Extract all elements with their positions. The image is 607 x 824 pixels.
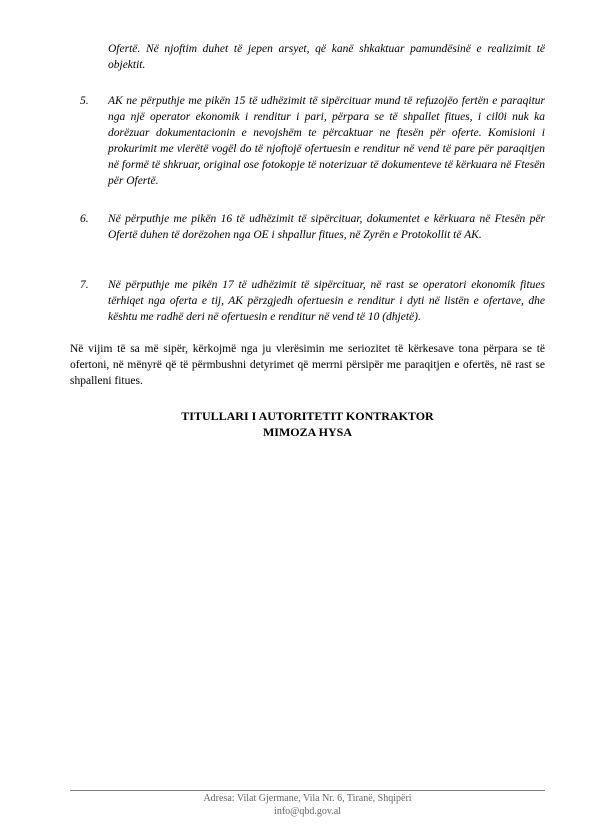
item-text: Në përputhje me pikën 17 të udhëzimit të sipërcituar, në rast se operatori ekonomik fitues tërhiqet nga oferta e tij, AK përzgjedh ofertuesin e renditur i dyti në listën e ofertave, dhe kështu me radhë deri në ofertuesin e renditur në vend të 10 (dhjetë). [108, 279, 545, 323]
signature-name: MIMOZA HYSA [262, 425, 352, 439]
item-number: 6. [80, 213, 89, 225]
continuation-text: Ofertë. Në njoftim duhet të jepen arsyet, që kanë shkaktuar pamundësinë e realizimit të objektit. [108, 43, 545, 71]
signature-title: TITULLARI I AUTORITETIT KONTRAKTOR [181, 409, 434, 423]
item-number: 5. [80, 95, 89, 107]
footer-divider [70, 790, 545, 791]
item-text: AK ne përputhje me pikën 15 të udhëzimit të sipërcituar mund të refuzojëo fertën e paraqitur nga një operator ekonomik i renditur i pari, përpara se të shpallet fitues, i cil0i nuk ka dorëzuar dokumentacionin e nevojshëm te përcaktuar ne ftesën për oferte. Komisioni i prokurimit me vlerëtë vogël do të njoftojë ofertuesin e renditur në vend të pare për paraqitjen në formë të shkruar, original ose fotokopje të noterizuar të dokumenteve të kërkuara në Ftesën për Ofertë. [108, 95, 545, 187]
list-item [80, 93, 545, 189]
list-item [80, 211, 545, 243]
footer-address: Adresa: Vilat Gjermane, Vila Nr. 6, Tiranë, Shqipëri [203, 793, 412, 804]
footer-email: info@qbd.gov.al [274, 806, 341, 817]
closing-paragraph: Në vijim të sa më sipër, kërkojmë nga ju vlerësimin me seriozitet të kërkesave tona përpara se të ofertoni, në mënyrë që të përmbushni detyrimet që merrni përsipër me paraqitjen e ofertës, në rast se shpalleni fitues. [70, 343, 545, 387]
item-text: Në përputhje me pikën 16 të udhëzimit të sipërcituar, dokumentet e kërkuara në Ftesën për Ofertë duhen të dorëzohen nga OE i shpallur fitues, në Zyrën e Protokollit të AK. [108, 213, 545, 241]
list-item [80, 277, 545, 325]
item-number: 7. [80, 279, 89, 291]
